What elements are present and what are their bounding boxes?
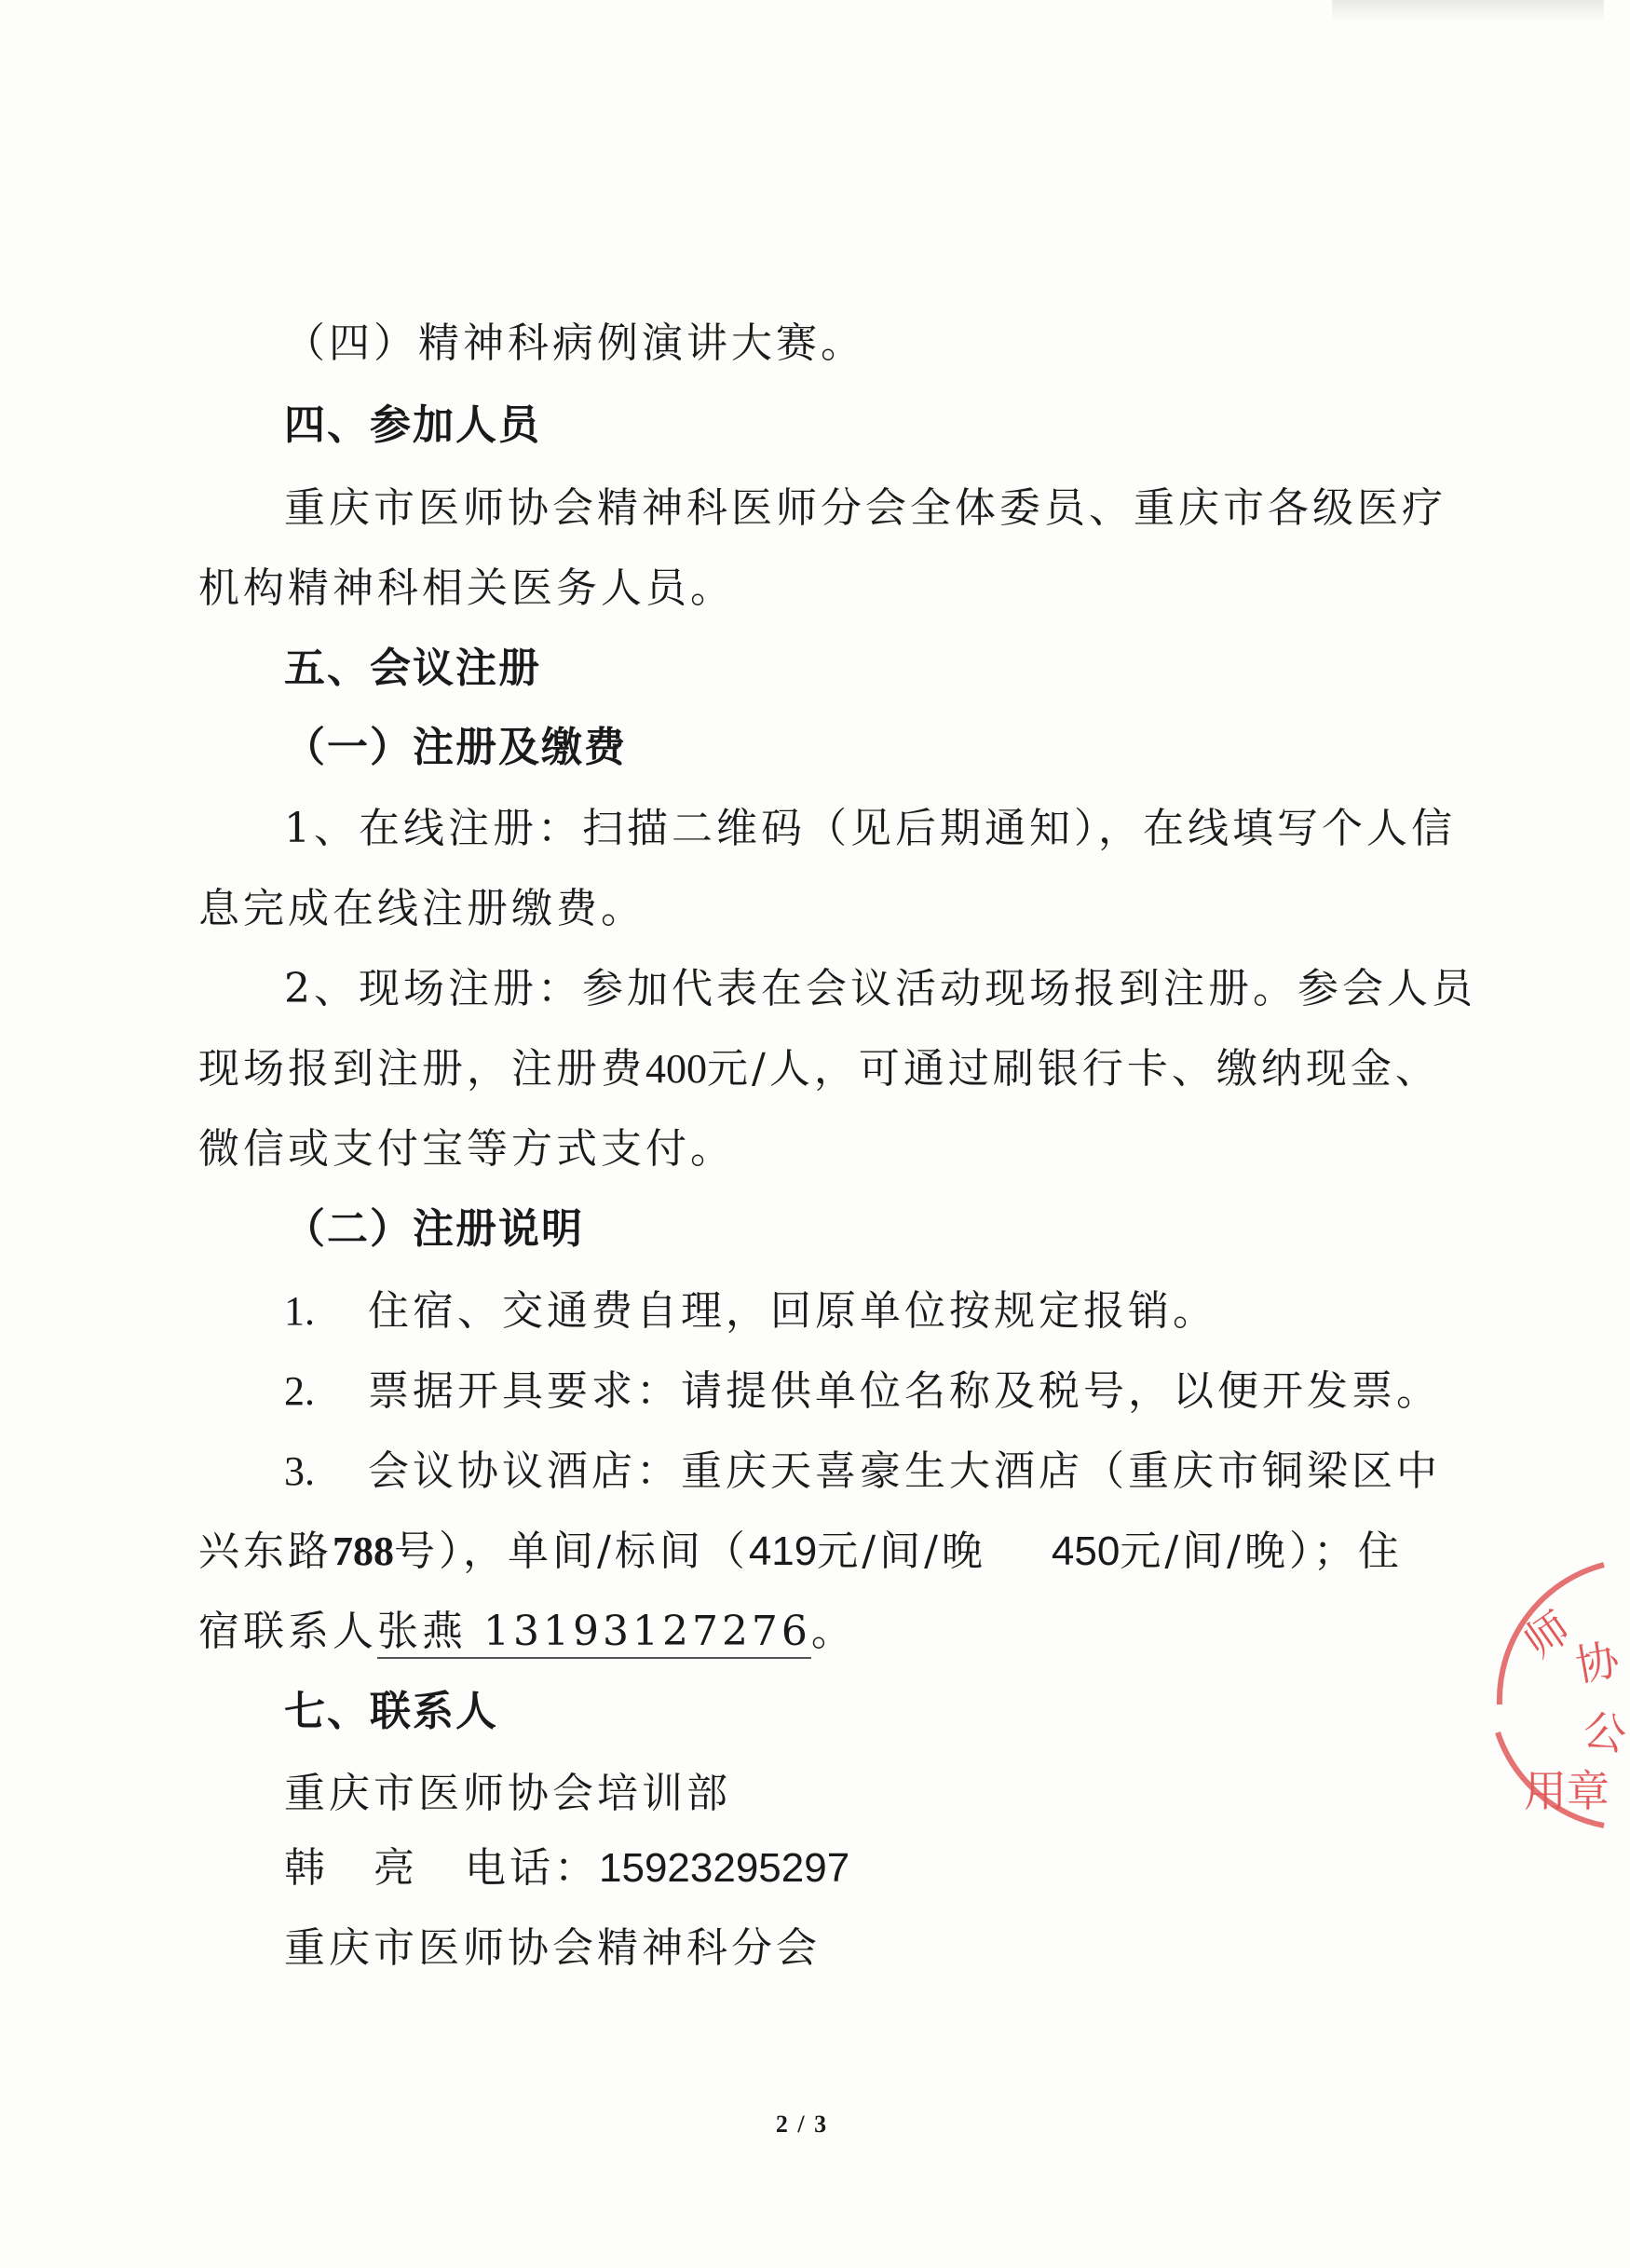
seal-character-2: 协	[1571, 1634, 1623, 1691]
single-room-price: 419	[748, 1528, 818, 1574]
single-room-unit: 元/间/晚	[817, 1528, 986, 1575]
contact-phone-label: 电话：	[465, 1844, 599, 1892]
note-1-text: 住宿、交通费自理，回原单位按规定报销。	[368, 1287, 1217, 1335]
standard-room-unit: 元/间/晚）；住	[1120, 1528, 1403, 1575]
section-4-paragraph-line-2: 机构精神科相关医务人员。	[198, 564, 735, 612]
section-4-paragraph-line-1: 重庆市医师协会精神科医师分会全体委员、重庆市各级医疗	[284, 484, 1447, 532]
online-registration-line-2: 息完成在线注册缴费。	[198, 885, 645, 932]
lodging-contact-end: 。	[810, 1608, 856, 1655]
standard-room-price: 450	[1051, 1528, 1121, 1574]
seal-character-1: 师	[1515, 1601, 1580, 1668]
official-seal	[1490, 1528, 1630, 1835]
fee-text-pre: 现场报到注册，注册费	[198, 1045, 645, 1093]
note-3-line-3	[198, 1606, 856, 1658]
scan-edge-shadow	[1332, 0, 1604, 22]
hotel-room-type: 号），单间/标间（	[394, 1528, 749, 1575]
section-4-title: 四、参加人员	[284, 401, 541, 449]
note-3-number: 3.	[284, 1448, 315, 1494]
note-3-line-1	[284, 1446, 1441, 1498]
item-4-line: （四）精神科病例演讲大赛。	[284, 319, 865, 367]
onsite-registration-line-3: 微信或支付宝等方式支付。	[198, 1125, 735, 1173]
lodging-contact-label: 宿联系人	[198, 1608, 377, 1655]
note-2-line	[284, 1365, 1441, 1418]
hotel-address-number: 788	[333, 1528, 394, 1574]
contact-organization: 重庆市医师协会培训部	[284, 1770, 731, 1817]
fee-text-post: 元/人，可通过刷银行卡、缴纳现金、	[707, 1045, 1440, 1093]
note-1-number: 1.	[284, 1288, 315, 1334]
page-number: 2 / 3	[775, 2111, 829, 2138]
fee-amount: 400	[645, 1046, 707, 1092]
section-7-title: 七、联系人	[284, 1688, 498, 1735]
subsection-2-title: （二）注册说明	[284, 1205, 584, 1253]
seal-character-4: 用章	[1524, 1766, 1610, 1816]
seal-character-3: 公	[1579, 1704, 1630, 1761]
contact-phone-number: 15923295297	[599, 1845, 850, 1891]
online-registration-line-1: 1、在线注册：扫描二维码（见后期通知），在线填写个人信	[284, 805, 1456, 852]
section-5-title: 五、会议注册	[284, 645, 541, 692]
onsite-registration-line-2	[198, 1043, 1440, 1095]
contact-branch: 重庆市医师协会精神科分会	[284, 1924, 821, 1972]
note-1-line	[284, 1285, 1217, 1338]
note-3-text: 会议协议酒店：重庆天喜豪生大酒店（重庆市铜梁区中	[368, 1447, 1441, 1495]
subsection-1-title: （一）注册及缴费	[284, 724, 627, 771]
hotel-address-pre: 兴东路	[198, 1528, 333, 1575]
note-2-text: 票据开具要求：请提供单位名称及税号，以便开发票。	[368, 1367, 1441, 1415]
onsite-registration-line-1: 2、现场注册：参加代表在会议活动现场报到注册。参会人员	[284, 965, 1476, 1012]
contact-person-line	[284, 1842, 849, 1895]
note-3-line-2	[198, 1526, 1403, 1578]
contact-person-name: 韩 亮	[284, 1844, 418, 1892]
lodging-contact-name-phone: 张燕 13193127276	[377, 1608, 811, 1659]
note-2-number: 2.	[284, 1368, 315, 1414]
